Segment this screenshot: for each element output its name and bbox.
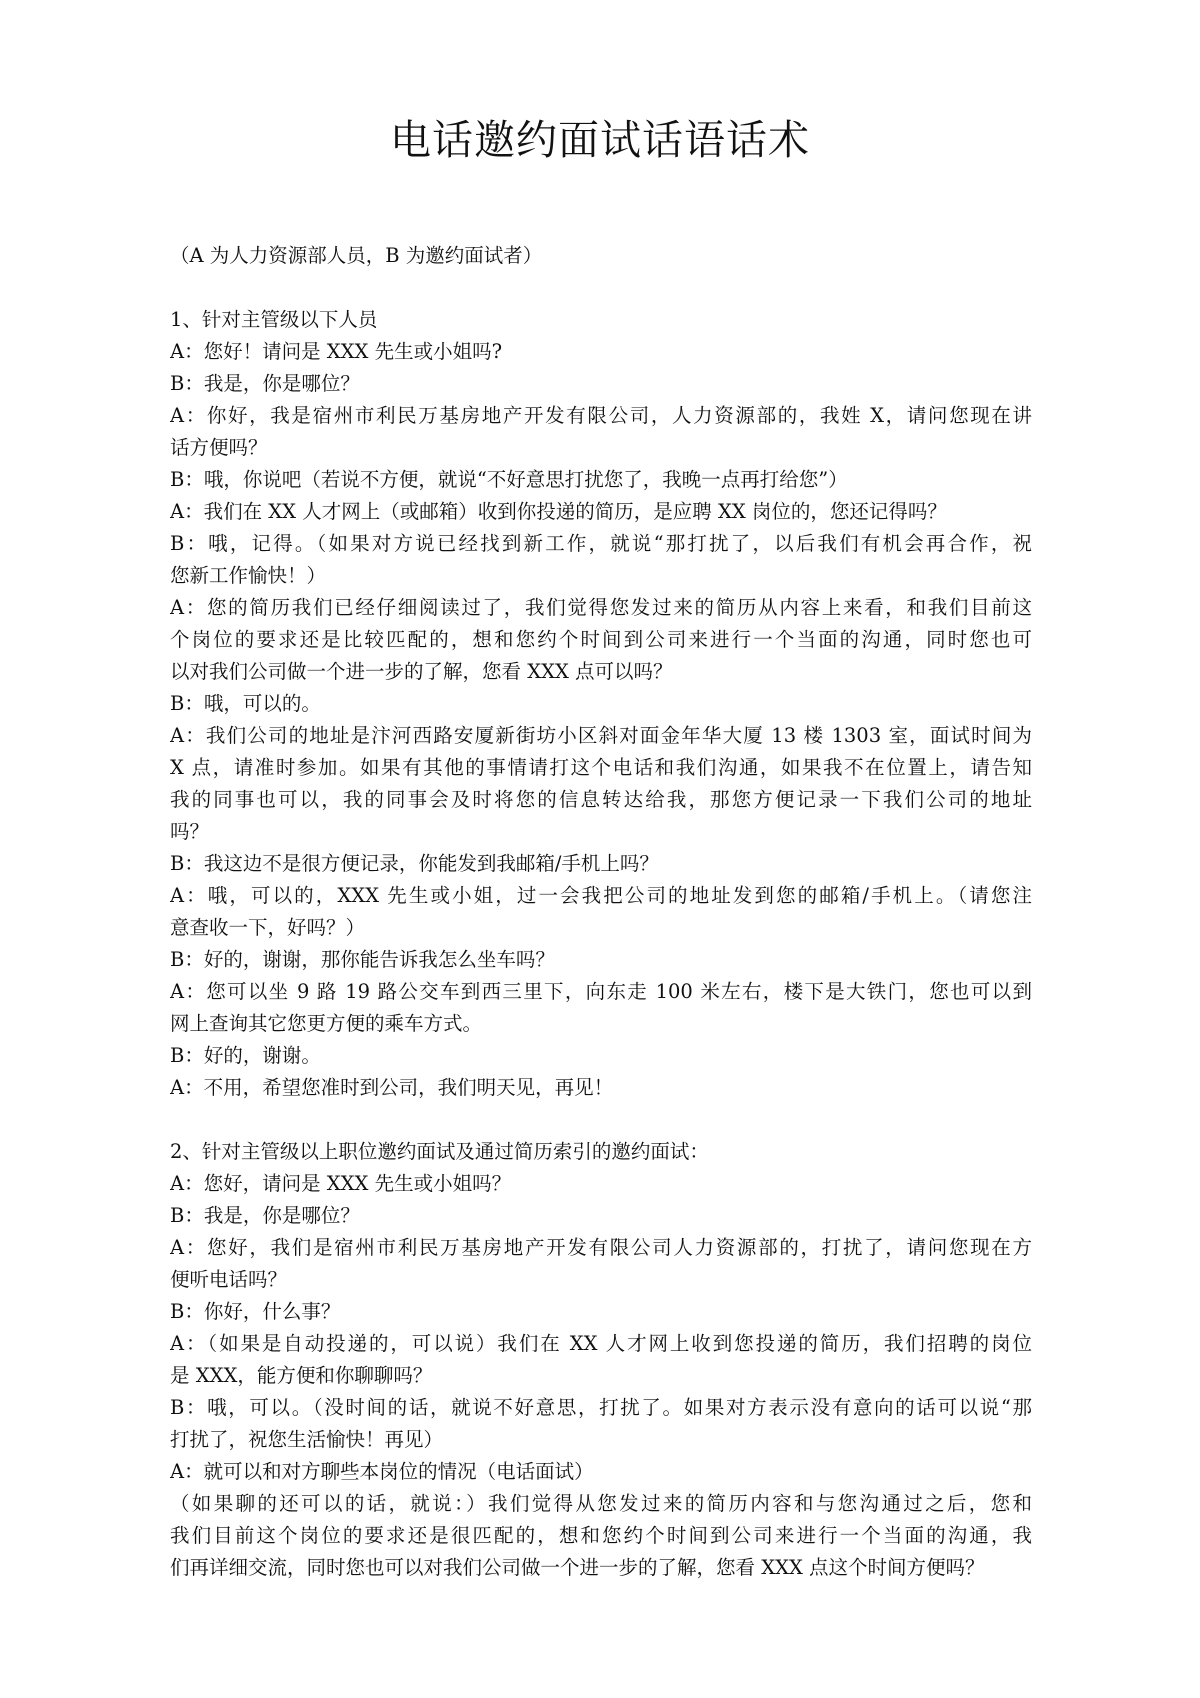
- dialogue-line: A：我们在 XX 人才网上（或邮箱）收到你投递的简历，是应聘 XX 岗位的，您还记得吗？: [170, 500, 947, 523]
- dialogue-line: B：好的，谢谢，那你能告诉我怎么坐车吗？: [170, 948, 555, 971]
- dialogue-paragraph: [170, 976, 1032, 1040]
- dialogue-paragraph: [170, 720, 1032, 848]
- dialogue-line: A：（如果是自动投递的，可以说）我们在 XX 人才网上收到您投递的简历，我们招聘的岗位: [170, 1332, 1032, 1355]
- dialogue-line: B：哦，可以。（没时间的话，就说不好意思，打扰了。如果对方表示没有意向的话可以说“那: [170, 1396, 1032, 1419]
- dialogue-paragraph: [170, 464, 1032, 496]
- dialogue-paragraph: [170, 592, 1032, 688]
- dialogue-paragraph: [170, 1168, 1032, 1200]
- dialogue-line: A：您可以坐 9 路 19 路公交车到西三里下，向东走 100 米左右，楼下是大铁门，您也可以到: [170, 980, 1032, 1003]
- dialogue-line: A：您的简历我们已经仔细阅读过了，我们觉得您发过来的简历从内容上来看，和我们目前这: [170, 596, 1032, 619]
- dialogue-line: A：就可以和对方聊些本岗位的情况（电话面试）: [170, 1460, 594, 1483]
- document-title: 电话邀约面试话语话术: [390, 116, 810, 164]
- dialogue-paragraph: [170, 1040, 1032, 1072]
- dialogue-line: B：哦，记得。（如果对方说已经找到新工作，就说“那打扰了，以后我们有机会再合作，祝: [170, 532, 1032, 555]
- dialogue-line: A：您好，请问是 XXX 先生或小姐吗？: [170, 1172, 512, 1195]
- spacer: [170, 272, 1032, 304]
- dialogue-paragraph: [170, 1232, 1032, 1296]
- dialogue-line: 打扰了，祝您生活愉快！再见）: [170, 1428, 444, 1451]
- dialogue-line: B：好的，谢谢。: [170, 1044, 321, 1067]
- dialogue-paragraph: [170, 1392, 1032, 1456]
- dialogue-paragraph: [170, 944, 1032, 976]
- dialogue-line: 我的同事也可以，我的同事会及时将您的信息转达给我，那您方便记录一下我们公司的地址: [170, 788, 1032, 811]
- dialogue-line: A：不用，希望您准时到公司，我们明天见，再见！: [170, 1076, 614, 1099]
- dialogue-line: 吗？: [170, 820, 210, 843]
- dialogue-line: 以对我们公司做一个进一步的了解，您看 XXX 点可以吗？: [170, 660, 673, 683]
- dialogue-line: B：我是，你是哪位？: [170, 372, 360, 395]
- document-body: [170, 240, 1032, 1584]
- dialogue-line: X 点，请准时参加。如果有其他的事情请打这个电话和我们沟通，如果我不在位置上，请告知: [170, 756, 1032, 779]
- sections-container: [170, 304, 1032, 1584]
- dialogue-paragraph: [170, 880, 1032, 944]
- dialogue-line: 便听电话吗？: [170, 1268, 288, 1291]
- dialogue-paragraph: [170, 688, 1032, 720]
- section-1: [170, 304, 1032, 1104]
- dialogue-paragraph: [170, 1488, 1032, 1584]
- dialogue-line: B：我这边不是很方便记录，你能发到我邮箱/手机上吗？: [170, 852, 659, 875]
- dialogue-line: 们再详细交流，同时您也可以对我们公司做一个进一步的了解，您看 XXX 点这个时间方便吗？: [170, 1556, 985, 1579]
- section-heading: 1、针对主管级以下人员: [170, 308, 378, 331]
- dialogue-paragraph: [170, 1200, 1032, 1232]
- dialogue-line: 网上查询其它您更方便的乘车方式。: [170, 1012, 483, 1035]
- dialogue-line: 话方便吗？: [170, 436, 268, 459]
- section-heading: 2、针对主管级以上职位邀约面试及通过简历索引的邀约面试：: [170, 1140, 709, 1163]
- dialogue-line: B：哦，你说吧（若说不方便，就说“不好意思打扰您了，我晚一点再打给您”）: [170, 468, 848, 491]
- dialogue-line: A：我们公司的地址是汴河西路安厦新街坊小区斜对面金年华大厦 13 楼 1303 室，面试时间为: [170, 724, 1032, 747]
- dialogue-paragraph: [170, 400, 1032, 464]
- role-note: （A 为人力资源部人员，B 为邀约面试者）: [170, 244, 543, 267]
- dialogue-line: 意查收一下，好吗？）: [170, 916, 366, 939]
- dialogue-paragraph: [170, 528, 1032, 592]
- dialogue-line: B：你好，什么事？: [170, 1300, 341, 1323]
- dialogue-line: A：哦，可以的，XXX 先生或小姐，过一会我把公司的地址发到您的邮箱/手机上。（请您注: [170, 884, 1032, 907]
- dialogue-line: B：哦，可以的。: [170, 692, 321, 715]
- dialogue-paragraph: [170, 496, 1032, 528]
- dialogue-line: A：您好，我们是宿州市利民万基房地产开发有限公司人力资源部的，打扰了，请问您现在方: [170, 1236, 1032, 1259]
- dialogue-line: B：我是，你是哪位？: [170, 1204, 360, 1227]
- dialogue-line: 是 XXX，能方便和你聊聊吗？: [170, 1364, 433, 1387]
- dialogue-paragraph: [170, 336, 1032, 368]
- dialogue-paragraph: [170, 368, 1032, 400]
- dialogue-paragraph: [170, 1296, 1032, 1328]
- dialogue-line: A：您好！请问是 XXX 先生或小姐吗?: [170, 340, 503, 363]
- section-2: [170, 1136, 1032, 1584]
- spacer: [170, 1104, 1032, 1136]
- dialogue-paragraph: [170, 848, 1032, 880]
- dialogue-line: 我们目前这个岗位的要求还是很匹配的，想和您约个时间到公司来进行一个当面的沟通，我: [170, 1524, 1032, 1547]
- dialogue-line: （如果聊的还可以的话，就说：）我们觉得从您发过来的简历内容和与您沟通过之后，您和: [170, 1492, 1032, 1515]
- dialogue-paragraph: [170, 1456, 1032, 1488]
- dialogue-line: 个岗位的要求还是比较匹配的，想和您约个时间到公司来进行一个当面的沟通，同时您也可: [170, 628, 1032, 651]
- dialogue-line: 您新工作愉快！）: [170, 564, 327, 587]
- dialogue-paragraph: [170, 1072, 1032, 1104]
- dialogue-line: A：你好，我是宿州市利民万基房地产开发有限公司，人力资源部的，我姓 X，请问您现在讲: [170, 404, 1032, 427]
- dialogue-paragraph: [170, 1328, 1032, 1392]
